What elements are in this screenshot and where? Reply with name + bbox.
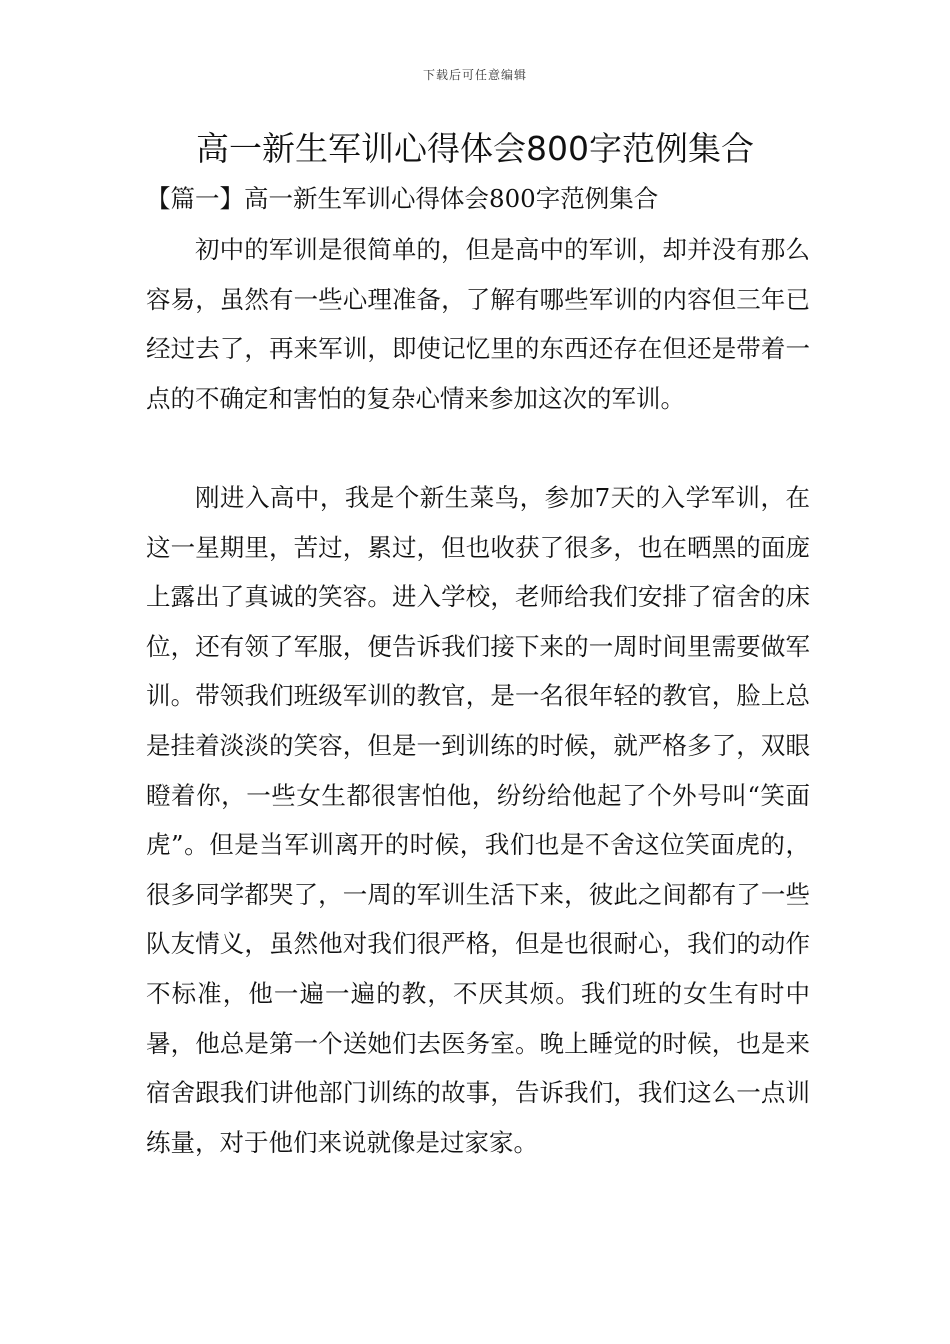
body-paragraph-1: 初中的军训是很简单的，但是高中的军训，却并没有那么容易，虽然有一些心理准备，了解有哪些军训的内容但三年已经过去了，再来军训，即使记忆里的东西还存在但还是带着一点的不确定和害怕的复杂心情来参加这次的军训。	[146, 235, 810, 413]
section-heading: 【篇一】高一新生军训心得体会800字范例集合	[146, 184, 659, 213]
header-note: 下载后可任意编辑	[422, 68, 527, 82]
body-paragraph-2: 刚进入高中，我是个新生菜鸟，参加7天的入学军训，在这一星期里，苦过，累过，但也收获了很多，也在晒黑的面庞上露出了真诚的笑容。进入学校，老师给我们安排了宿舍的床位，还有领了军服，便告诉我们接下来的一周时间里需要做军训。带领我们班级军训的教官，是一名很年轻的教官，脸上总是挂着淡淡的笑容，但是一到训练的时候，就严格多了，双眼瞪着你，一些女生都很害怕他，纷纷给他起了个外号叫“笑面虎”。但是当军训离开的时候，我们也是不舍这位笑面虎的，很多同学都哭了，一周的军训生活下来，彼此之间都有了一些队友情义，虽然他对我们很严格，但是也很耐心，我们的动作不标准，他一遍一遍的教，不厌其烦。我们班的女生有时中暑，他总是第一个送她们去医务室。晚上睡觉的时候，也是来宿舍跟我们讲他部门训练的故事，告诉我们，我们这么一点训练量，对于他们来说就像是过家家。	[146, 483, 810, 1157]
document-title: 高一新生军训心得体会800字范例集合	[196, 129, 754, 168]
